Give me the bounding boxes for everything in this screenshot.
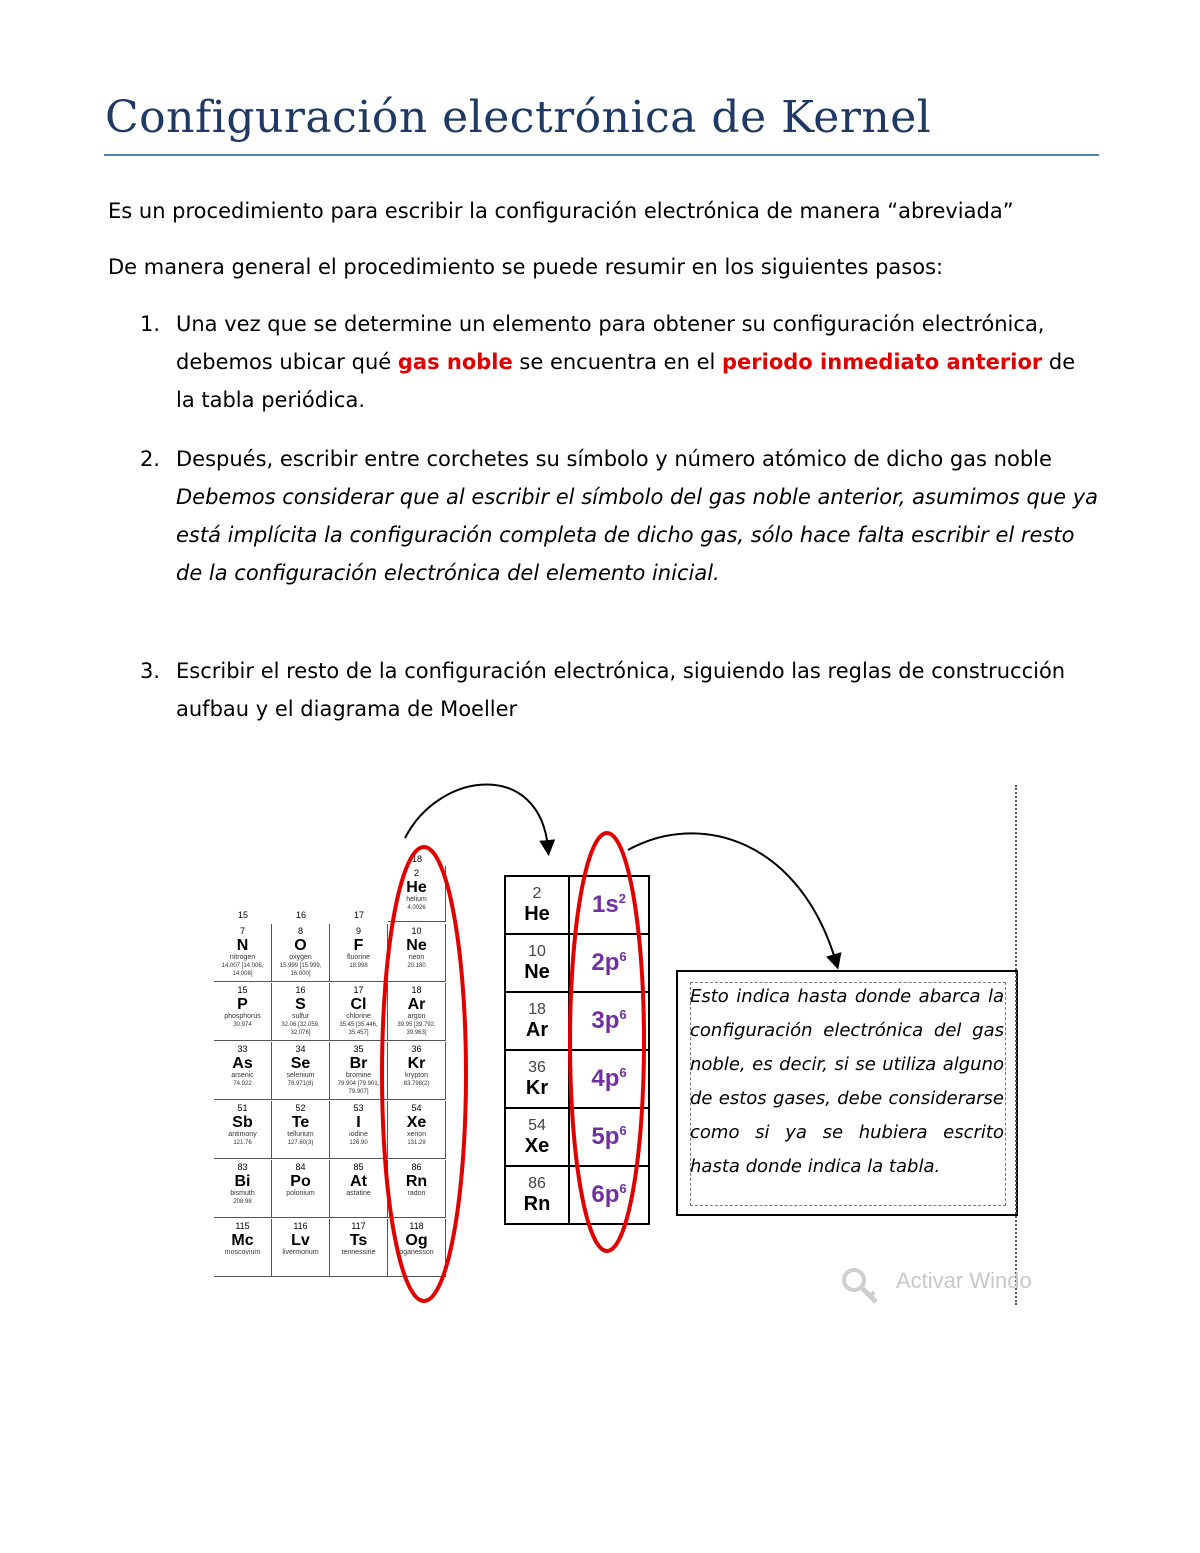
step-number: 2. <box>140 447 161 471</box>
element-name: fluorine <box>347 954 370 961</box>
electron-count: 6 <box>619 949 627 964</box>
element-sym: Mc <box>231 1232 254 1249</box>
element-z: 85 <box>353 1162 364 1172</box>
element-z: 17 <box>353 985 364 995</box>
element-sym: Br <box>349 1055 368 1072</box>
element-mass: 30.974 <box>233 1022 252 1028</box>
step-text-part: Una vez que se determine un elemento para obtener su configuración electrónica, debemos ubicar qué <box>176 312 1045 374</box>
element-name: livermorium <box>282 1249 319 1256</box>
element-mass: 74.922 <box>233 1081 252 1087</box>
electron-count: 2 <box>618 891 626 906</box>
element-sym: Kr <box>407 1055 426 1072</box>
activation-watermark: Activar Windo <box>896 1268 1032 1293</box>
electron-count: 6 <box>619 1181 627 1196</box>
orbital-label: 3p <box>591 1007 620 1034</box>
element-name: radon <box>407 1190 426 1197</box>
element-symbol: Ne <box>524 961 550 983</box>
element-mass: 126.90 <box>349 1140 368 1146</box>
element-sym: Se <box>290 1055 311 1072</box>
element-z: 16 <box>295 985 306 995</box>
element-sym: Xe <box>406 1114 427 1131</box>
element-sym: Ts <box>349 1232 368 1249</box>
step-number: 1. <box>140 312 161 336</box>
element-symbol: Kr <box>525 1077 549 1099</box>
element-sym: At <box>350 1173 367 1190</box>
element-name: krypton <box>405 1072 428 1079</box>
element-sym: I <box>356 1114 361 1131</box>
element-z: 53 <box>353 1103 364 1113</box>
element-z: 83 <box>237 1162 248 1172</box>
element-mass: 35.45 [35.446, 35.457] <box>339 1022 378 1036</box>
element-symbol: Xe <box>524 1135 550 1157</box>
element-sym: N <box>236 937 249 954</box>
element-z: 34 <box>295 1044 306 1054</box>
arrow-to-table <box>405 785 548 849</box>
element-z: 51 <box>237 1103 248 1113</box>
ellipse-group-18 <box>382 847 466 1301</box>
step-note-text: Debemos considerar que al escribir el símbolo del gas noble anterior, asumimos que ya está implícita la configuración completa de dicho gas, sólo hace falta escribir el resto de la configuración electrónica del elemento inicial. <box>176 485 1099 585</box>
element-mass: 83.798(2) <box>403 1081 430 1087</box>
element-mass: 208.98 <box>233 1199 252 1205</box>
element-z: 9 <box>355 926 361 936</box>
element-z: 116 <box>293 1221 308 1231</box>
orbital-label: 2p <box>591 949 620 976</box>
highlight-periodo: periodo inmediato anterior <box>722 350 1043 374</box>
element-sym: Rn <box>405 1173 428 1190</box>
element-sym: P <box>237 996 248 1013</box>
element-sym: Ne <box>406 937 427 954</box>
orbital-label: 6p <box>591 1181 620 1208</box>
element-symbol: Rn <box>523 1193 551 1215</box>
element-mass: 14.007 [14.006, 14.008] <box>221 963 264 977</box>
element-sym: Ar <box>407 996 426 1013</box>
element-name: tellurium <box>287 1131 314 1138</box>
group-label: 17 <box>353 910 364 920</box>
atomic-number: 54 <box>528 1117 546 1134</box>
element-z: 10 <box>411 926 422 936</box>
element-name: phosphorus <box>224 1013 261 1020</box>
element-sym: F <box>353 937 364 954</box>
element-z: 33 <box>237 1044 248 1054</box>
element-symbol: Ar <box>525 1019 549 1041</box>
group-label: 18 <box>411 854 422 864</box>
element-mass: 20.180 <box>407 963 426 969</box>
element-z: 8 <box>297 926 303 936</box>
element-name: xenon <box>406 1131 427 1138</box>
element-z: 84 <box>295 1162 306 1172</box>
element-name: moscovium <box>224 1249 261 1256</box>
element-name: tennessine <box>341 1249 376 1256</box>
element-mass: 18.998 <box>349 963 368 969</box>
element-name: helium <box>406 896 427 903</box>
group-label: 16 <box>295 910 306 920</box>
element-name: sulfur <box>291 1013 310 1020</box>
orbital-label: 5p <box>591 1123 620 1150</box>
element-sym: O <box>294 937 307 954</box>
element-name: polonium <box>286 1190 315 1197</box>
element-sym: Sb <box>232 1114 253 1131</box>
step-text-part: se encuentra en el <box>512 350 723 374</box>
element-z: 118 <box>409 1221 424 1231</box>
element-sym: Te <box>291 1114 310 1131</box>
element-z: 35 <box>353 1044 364 1054</box>
element-z: 15 <box>237 985 248 995</box>
element-sym: S <box>295 996 306 1013</box>
element-name: neon <box>408 954 425 961</box>
element-z: 36 <box>411 1044 422 1054</box>
element-sym: As <box>232 1055 253 1072</box>
intro-paragraph: Es un procedimiento para escribir la configuración electrónica de manera “abreviada” <box>108 199 1014 223</box>
element-name: bromine <box>345 1072 372 1079</box>
element-name: iodine <box>349 1131 368 1138</box>
element-sym: He <box>406 879 427 896</box>
element-sym: Bi <box>234 1173 251 1190</box>
electron-count: 6 <box>619 1123 627 1138</box>
step-number: 3. <box>140 659 161 683</box>
element-sym: Po <box>290 1173 311 1190</box>
element-mass: 131.29 <box>407 1140 426 1146</box>
element-symbol: He <box>524 903 550 925</box>
element-z: 52 <box>295 1103 306 1113</box>
element-mass: 15.999 [15.999, 16.000] <box>279 963 322 977</box>
element-name: selenium <box>286 1072 315 1079</box>
note-text: Esto indica hasta donde abarca la configuración electrónica del gas noble, es decir, si se utiliza alguno de estos gases, debe considerarse como si ya se hubiera escrito hasta donde indica la tabla. <box>690 986 1004 1177</box>
element-z: 115 <box>235 1221 250 1231</box>
element-mass: 127.60(3) <box>287 1140 314 1146</box>
element-z: 86 <box>411 1162 422 1172</box>
atomic-number: 86 <box>528 1175 546 1192</box>
element-z: 18 <box>411 985 422 995</box>
atomic-number: 10 <box>528 943 546 960</box>
element-name: bismuth <box>230 1190 255 1197</box>
element-name: oganesson <box>399 1249 434 1256</box>
step-text-part: de la tabla periódica. <box>176 350 1076 412</box>
element-sym: Og <box>405 1232 428 1249</box>
element-name: antimony <box>228 1131 257 1138</box>
element-z: 54 <box>411 1103 422 1113</box>
group-label: 15 <box>237 910 248 920</box>
element-sym: Lv <box>291 1232 310 1249</box>
element-mass: 32.06 [32.059, 32.076] <box>281 1022 320 1036</box>
element-name: arsenic <box>231 1072 254 1079</box>
electron-count: 6 <box>619 1007 627 1022</box>
step-main-text: Después, escribir entre corchetes su símbolo y número atómico de dicho gas noble <box>176 447 1052 471</box>
element-z: 2 <box>413 868 419 878</box>
element-name: chlorine <box>346 1013 371 1020</box>
atomic-number: 18 <box>528 1001 546 1018</box>
orbital-label: 1s <box>592 891 619 918</box>
element-z: 7 <box>239 926 245 936</box>
element-sym: Cl <box>350 996 367 1013</box>
element-mass: 79.904 [79.901, 79.907] <box>337 1081 380 1095</box>
highlight-gas-noble: gas noble <box>397 350 513 374</box>
element-mass: 4.0026 <box>407 905 426 911</box>
element-mass: 39.95 [39.792, 39.963] <box>397 1022 436 1036</box>
step-text: Escribir el resto de la configuración electrónica, siguiendo las reglas de construcción aufbau y el diagrama de Moeller <box>176 659 1066 721</box>
orbital-label: 4p <box>591 1065 620 1092</box>
arrow-to-note <box>628 833 836 962</box>
element-mass: 121.76 <box>233 1140 252 1146</box>
element-z: 117 <box>351 1221 366 1231</box>
element-name: oxygen <box>289 954 312 961</box>
element-name: astatine <box>346 1190 371 1197</box>
element-mass: 78.971(8) <box>287 1081 314 1087</box>
atomic-number: 2 <box>532 885 542 902</box>
page-title: Configuración electrónica de Kernel <box>105 92 932 143</box>
lead-paragraph: De manera general el procedimiento se puede resumir en los siguientes pasos: <box>108 255 944 279</box>
element-name: argon <box>407 1013 426 1020</box>
ellipse-config-column <box>570 833 644 1251</box>
element-name: nitrogen <box>229 954 256 961</box>
electron-count: 6 <box>619 1065 627 1080</box>
atomic-number: 36 <box>528 1059 546 1076</box>
